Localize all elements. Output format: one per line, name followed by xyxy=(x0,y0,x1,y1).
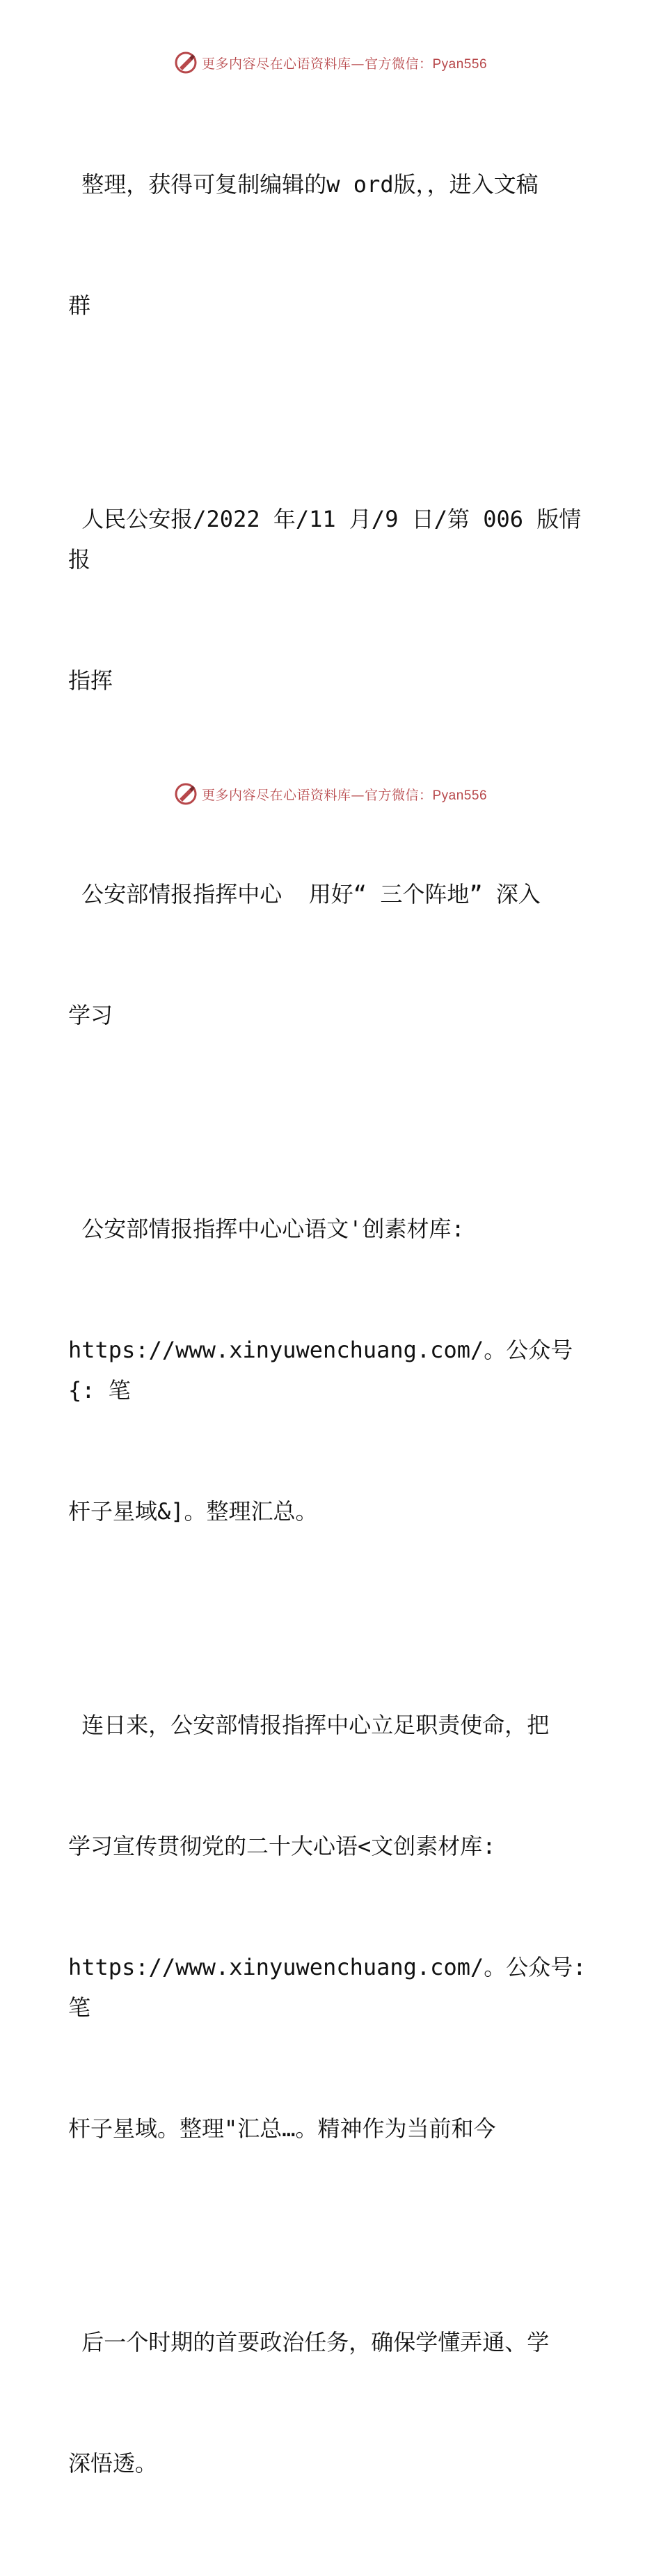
text-line: https://www.xinyuwenchuang.com/。公众号{: 笔 xyxy=(68,1337,573,1404)
paragraph-5 xyxy=(68,1624,600,2229)
header-banner-text: 更多内容尽在心语资料库—官方微信：Pyan556 xyxy=(201,56,488,72)
header-banner xyxy=(0,49,661,77)
pen-nib-icon xyxy=(174,782,198,806)
text-line: https://www.xinyuwenchuang.com/。公众号: 笔 xyxy=(68,1954,600,2021)
footer-banner xyxy=(0,780,661,808)
pen-nib-icon xyxy=(174,51,198,74)
text-line: 学习宣传贯彻党的二十大心语<文创素材库: xyxy=(68,1833,496,1859)
paragraph-4 xyxy=(68,1128,597,1612)
text-line: 学习 xyxy=(68,1002,113,1028)
paragraph-1 xyxy=(68,84,597,406)
text-line: 公安部情报指挥中心 用好“ 三个阵地” 深入 xyxy=(68,881,541,907)
text-line: 杆子星域&]。整理汇总。 xyxy=(68,1498,318,1525)
text-line: 整理，获得可复制编辑的w ord版，，进入文稿 xyxy=(68,171,539,198)
text-line: 人民公安报/2022 年/11 月/9 日/第 006 版情报 xyxy=(68,506,582,573)
text-line: 群 xyxy=(68,292,91,319)
paragraph-6 xyxy=(68,2241,597,2564)
text-line: 后一个时期的首要政治任务，确保学懂弄通、学 xyxy=(68,2329,550,2355)
text-line: 公安部情报指挥中心心语文'创素材库: xyxy=(68,1216,465,1242)
text-line: 深悟透。 xyxy=(68,2450,158,2476)
document-body xyxy=(68,84,600,2576)
paragraph-2 xyxy=(68,418,597,781)
text-line: 杆子星域。整理"汇总…。精神作为当前和今 xyxy=(68,2115,496,2142)
text-line: 指挥 xyxy=(68,667,113,694)
text-line: 连日来，公安部情报指挥中心立足职责使命，把 xyxy=(68,1712,550,1738)
footer-banner-text: 更多内容尽在心语资料库—官方微信：Pyan556 xyxy=(201,787,488,803)
paragraph-3 xyxy=(68,793,597,1116)
